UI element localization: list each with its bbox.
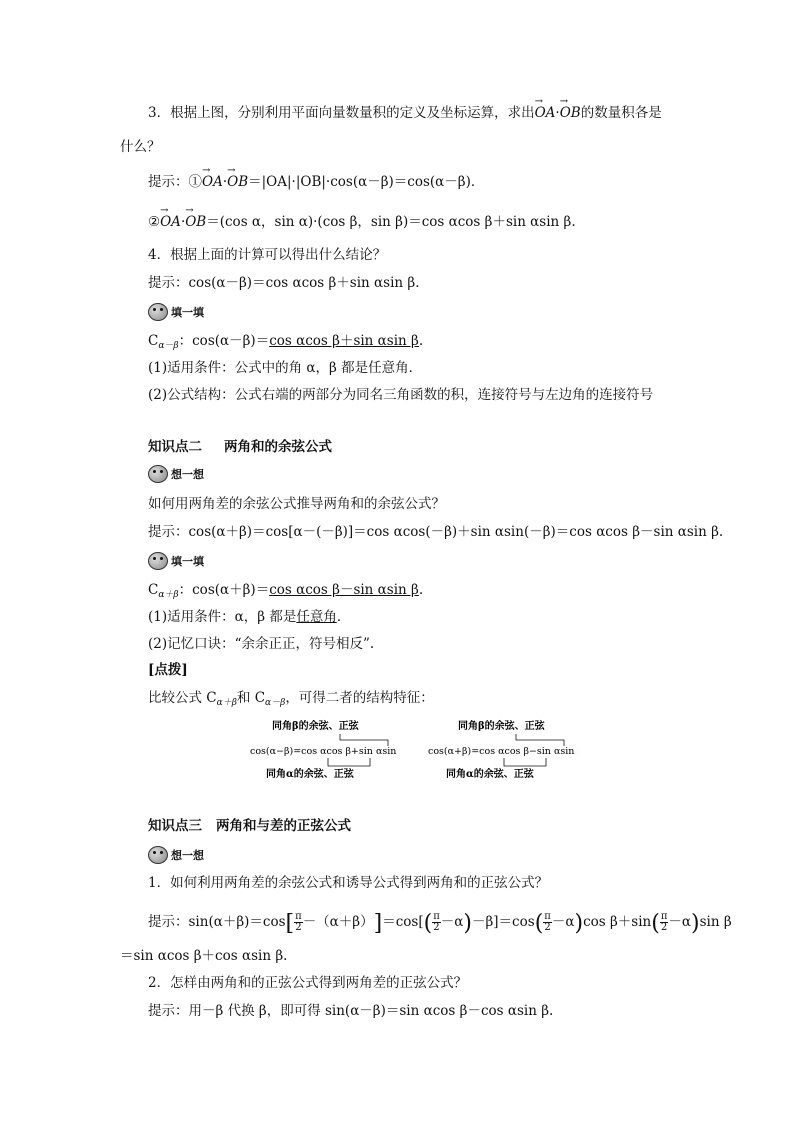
circled-one: ① [188,174,202,190]
section2-hint: 提示：cos(α＋β)＝cos[α－(－β)]＝cos αcos(－β)＋sin αsin(－β)＝cos αcos β－sin αsin β. [148,524,724,540]
vector-oa: → OA [202,172,223,192]
hint1-formula: ＝|OA|·|OB|·cos(α－β)＝cos(α－β)． [248,174,485,190]
q4-question: 4．根据上面的计算可以得出什么结论？ [148,247,387,263]
think-section-header [148,465,204,483]
compare-subscript-1: α＋β [216,698,237,708]
section3-title [148,816,351,836]
condition-answer: 任意角 [296,609,337,625]
q4-hint: 提示：cos(α－β)＝cos αcos β＋sin αsin β. [148,275,420,291]
fraction-pi-over-2: $\frac{\pi}{2}$ [544,911,551,933]
vector-ob: → OB [560,103,581,123]
condition-prefix: (1)适用条件：α，β 都是 [148,609,297,625]
hint2-formula: ＝(cos α，sin α)·(cos β，sin β)＝cos αcos β＋sin αsin β. [206,214,576,230]
section3-q2: 2．怎样由两角和的正弦公式得到两角差的正弦公式？ [148,975,468,991]
think-section-header-3 [148,846,204,864]
section3-hint1: 提示：sin(α＋β)＝cos[ $\frac{\pi}{2}$ －（α＋β）]＝cos[( $\frac{\pi}{2}$ －α)－β]＝cos( $\frac{\pi}{2}$ －α)cos β＋sin( $\frac{\pi}{2}$ －α)sin β [148,911,732,936]
formula-end: . [418,582,424,598]
section3-hint2: 提示：用－β 代换 β，即可得 sin(α－β)＝sin αcos β－cos αsin β. [148,1003,554,1019]
section2-name: 两角和的余弦公式 [224,439,332,455]
think-label: 想一想 [171,468,204,481]
fill1-structure: (2)公式结构：公式右端的两部分为同名三角函数的积，连接符号与左边角的连接符号 [148,387,654,403]
section2-compare [148,688,434,713]
diagram-right-top-label: 同角β的余弦、正弦 [458,721,545,732]
hint1-part-a: 提示：sin(α＋β)＝cos [148,914,286,930]
hint-label: 提示： [148,174,189,190]
section3-hint1-line2: ＝sin αcos β＋cos αsin β. [120,948,288,964]
vector-ob: → OB [227,172,248,192]
section3-name: 两角和与差的正弦公式 [216,818,351,834]
think-label: 想一想 [171,849,204,862]
fill1-condition: (1)适用条件：公式中的角 α，β 都是任意角． [148,360,423,376]
diagram-cos-sum [428,716,578,786]
smiley-icon [148,465,168,483]
formula-prefix: ：cos(α＋β)＝ [178,582,270,598]
compare-mid: 和 C [236,690,266,706]
hint1-part-d: －α [440,914,464,930]
fraction-pi-over-2: $\frac{\pi}{2}$ [295,911,302,933]
dot-symbol: · [180,214,186,230]
diagram-right-formula: cos(α+β)=cos αcos β−sin αsin β [428,746,578,757]
formula-answer: cos αcos β＋sin αsin β [269,333,419,349]
section2-title [148,437,332,457]
c-subscript: α＋β [158,590,179,600]
c-label: C [148,333,159,349]
hint1-part-c: ＝cos[ [382,914,424,930]
fill-label: 填一填 [171,555,204,568]
q3-hint2 [148,212,576,232]
q3-line1 [148,103,662,123]
hint1-part-i: sin β [699,914,732,930]
vector-ob: → OB [185,212,206,232]
q3-line2: 什么？ [120,139,161,155]
diagram-left-bottom-label: 同角α的余弦、正弦 [266,769,354,780]
vector-oa: → OA [535,103,556,123]
diagram-right-bottom-label: 同角α的余弦、正弦 [446,769,534,780]
fill-section-header-2 [148,552,204,570]
formula-end: . [418,333,424,349]
diagram-left-formula: cos(α−β)=cos αcos β+sin αsin β [250,746,400,757]
hint1-part-g: cos β＋sin [583,914,652,930]
formula-answer: cos αcos β－sin αsin β [269,582,419,598]
dot-symbol: · [222,174,228,190]
diagram-cos-difference [250,716,400,786]
compare-subscript-2: α－β [265,698,286,708]
dot-symbol: · [555,105,560,121]
section2-number: 知识点二 [148,439,202,455]
hint1-part-b: －（α＋β） [302,914,374,930]
fraction-pi-over-2: $\frac{\pi}{2}$ [660,911,668,933]
smiley-icon [148,552,168,570]
hint1-part-f: －α [551,914,575,930]
section3-number: 知识点三 [148,818,202,834]
fraction-pi-over-2: $\frac{\pi}{2}$ [433,911,440,933]
q3-text: 3．根据上图，分别利用平面向量数量积的定义及坐标运算，求出 [148,105,535,121]
compare-end: ，可得二者的结构特征： [285,690,434,706]
q3-hint1 [148,172,484,192]
hint1-part-e: －β]＝cos [471,914,535,930]
hint1-part-h: －α [668,914,692,930]
section2-memo: (2)记忆口诀：“余余正正，符号相反”. [148,636,375,652]
q3-text-end: 的数量积各是 [580,105,662,121]
tip-label: [点拨] [148,662,188,678]
section2-condition [148,607,350,627]
section2-formula [148,580,423,605]
section2-question: 如何用两角差的余弦公式推导两角和的余弦公式？ [148,496,445,512]
diagram-left-top-label: 同角β的余弦、正弦 [272,721,359,732]
vector-oa: → OA [160,212,181,232]
fill1-formula [148,331,423,356]
circled-two: ② [148,214,161,230]
c-subscript: α－β [158,341,179,351]
formula-prefix: ：cos(α－β)＝ [178,333,270,349]
smiley-icon [148,303,168,321]
section3-q1: 1．如何利用两角差的余弦公式和诱导公式得到两角和的正弦公式？ [148,875,549,891]
c-label: C [148,582,159,598]
condition-end: ． [336,609,351,625]
fill-label: 填一填 [171,306,204,319]
compare-prefix: 比较公式 C [148,690,217,706]
fill-section-header [148,303,204,321]
smiley-icon [148,846,168,864]
